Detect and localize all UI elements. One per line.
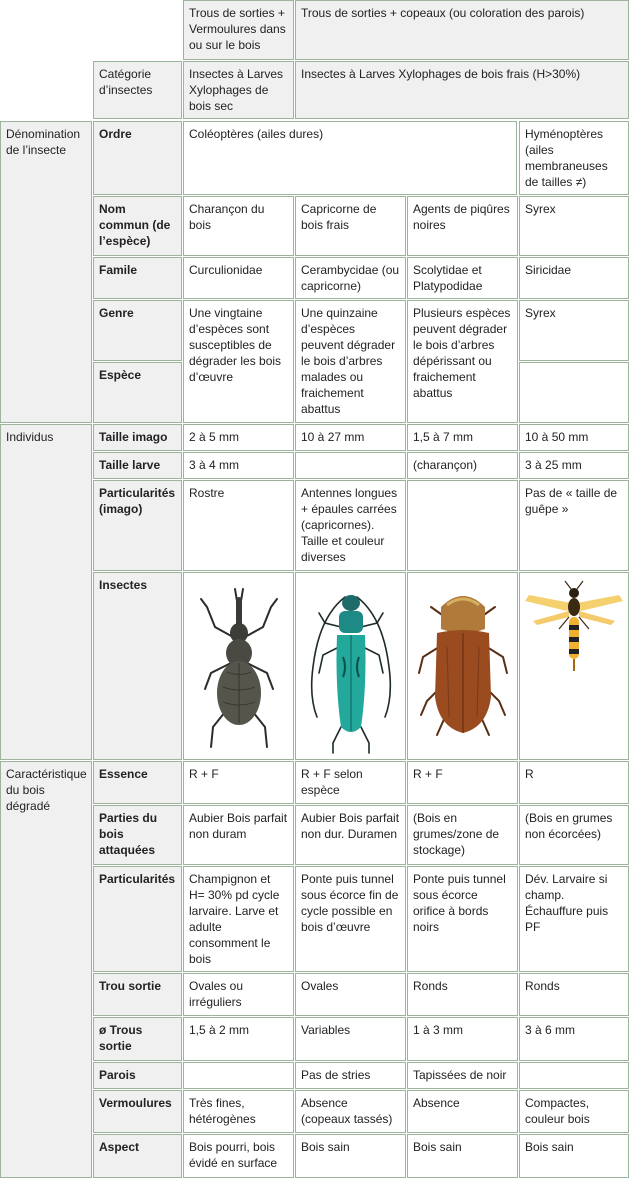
vermoulures-c3: Absence [407, 1090, 518, 1133]
vermoulures-c2: Absence (copeaux tassés) [295, 1090, 406, 1133]
parties-c4: (Bois en grumes non écorcées) [519, 805, 629, 865]
insecte-cell-1 [183, 572, 294, 760]
label-espece: Espèce [93, 362, 182, 423]
taille-larve-c4: 3 à 25 mm [519, 452, 629, 479]
ordre-coleopteres: Coléoptères (ailes dures) [183, 121, 517, 195]
wood-wasp-icon [523, 577, 625, 687]
trou-c2: Ovales [295, 973, 406, 1016]
essence-c3: R + F [407, 761, 518, 804]
genre-c4: Syrex [519, 300, 629, 361]
label-nom-commun: Nom commun (de l’espèce) [93, 196, 182, 256]
parties-c1: Aubier Bois parfait non duram [183, 805, 294, 865]
famille-c1: Curculionidae [183, 257, 294, 299]
diam-c1: 1,5 à 2 mm [183, 1017, 294, 1061]
genre-c1: Une vingtaine d’espèces sont susceptibles de dégrader les bois d’œuvre [183, 300, 294, 423]
diam-c3: 1 à 3 mm [407, 1017, 518, 1061]
weevil-icon [187, 577, 291, 757]
header-copeaux: Trous de sorties + copeaux (ou coloration des parois) [295, 0, 629, 60]
taille-imago-c4: 10 à 50 mm [519, 424, 629, 451]
nom-c3: Agents de piqûres noires [407, 196, 518, 256]
partic-imago-c4: Pas de « taille de guêpe » [519, 480, 629, 571]
taille-larve-c2 [295, 452, 406, 479]
insecte-cell-2 [295, 572, 406, 760]
diam-c2: Variables [295, 1017, 406, 1061]
trou-c3: Ronds [407, 973, 518, 1016]
header-vermoulures: Trous de sorties + Vermoulures dans ou sur le bois [183, 0, 294, 60]
label-parties-bois: Parties du bois attaquées [93, 805, 182, 865]
diam-c4: 3 à 6 mm [519, 1017, 629, 1061]
aspect-c1: Bois pourri, bois évidé en surface [183, 1134, 294, 1178]
section-denomination: Dénomination de l’insecte [0, 121, 92, 423]
essence-c2: R + F selon espèce [295, 761, 406, 804]
insecte-cell-3 [407, 572, 518, 760]
famille-c2: Cerambycidae (ou capricorne) [295, 257, 406, 299]
label-categorie: Catégorie d’insectes [93, 61, 182, 119]
parois-c4 [519, 1062, 629, 1089]
vermoulures-c4: Compactes, couleur bois [519, 1090, 629, 1133]
famille-c3: Scolytidae et Platypodidae [407, 257, 518, 299]
longhorn-beetle-icon [299, 577, 403, 757]
partic-bois-c1: Champignon et H= 30% pd cycle larvaire. Larve et adulte consomment le bois [183, 866, 294, 972]
partic-bois-c3: Ponte puis tunnel sous écorce orifice à bords noirs [407, 866, 518, 972]
partic-bois-c4: Dév. Larvaire si champ. Échauffure puis PF [519, 866, 629, 972]
trou-c1: Ovales ou irréguliers [183, 973, 294, 1016]
trou-c4: Ronds [519, 973, 629, 1016]
section-caracteristique: Caractéristique du bois dégradé [0, 761, 92, 1178]
categorie-bois-frais: Insectes à Larves Xylophages de bois frais (H>30%) [295, 61, 629, 119]
espece-c4 [519, 362, 629, 423]
taille-larve-c3: (charançon) [407, 452, 518, 479]
insecte-cell-4 [519, 572, 629, 760]
essence-c1: R + F [183, 761, 294, 804]
taille-imago-c3: 1,5 à 7 mm [407, 424, 518, 451]
partic-imago-c1: Rostre [183, 480, 294, 571]
taille-larve-c1: 3 à 4 mm [183, 452, 294, 479]
genre-c2: Une quinzaine d’espèces peuvent dégrader le bois d’arbres malades ou fraichement abattus [295, 300, 406, 423]
label-ordre: Ordre [93, 121, 182, 195]
parois-c2: Pas de stries [295, 1062, 406, 1089]
label-taille-larve: Taille larve [93, 452, 182, 479]
aspect-c2: Bois sain [295, 1134, 406, 1178]
vermoulures-c1: Très fines, hétérogènes [183, 1090, 294, 1133]
nom-c1: Charançon du bois [183, 196, 294, 256]
label-trou-sortie: Trou sortie [93, 973, 182, 1016]
nom-c2: Capricorne de bois frais [295, 196, 406, 256]
famille-c4: Siricidae [519, 257, 629, 299]
parties-c2: Aubier Bois parfait non dur. Duramen [295, 805, 406, 865]
parois-c1 [183, 1062, 294, 1089]
nom-c4: Syrex [519, 196, 629, 256]
label-taille-imago: Taille imago [93, 424, 182, 451]
label-particularites-imago: Particularités (imago) [93, 480, 182, 571]
label-diametre-trous: ø Trous sortie [93, 1017, 182, 1061]
taille-imago-c2: 10 à 27 mm [295, 424, 406, 451]
parties-c3: (Bois en grumes/zone de stockage) [407, 805, 518, 865]
ordre-hymenopteres: Hyménoptères (ailes membraneuses de tailles ≠) [519, 121, 629, 195]
partic-imago-c2: Antennes longues + épaules carrées (capricornes). Taille et couleur diverses [295, 480, 406, 571]
section-individus: Individus [0, 424, 92, 760]
label-essence: Essence [93, 761, 182, 804]
partic-bois-c2: Ponte puis tunnel sous écorce fin de cycle possible en bois d’œuvre [295, 866, 406, 972]
label-particularites-bois: Particularités [93, 866, 182, 972]
label-vermoulures: Vermoulures [93, 1090, 182, 1133]
essence-c4: R [519, 761, 629, 804]
parois-c3: Tapissées de noir [407, 1062, 518, 1089]
label-insectes: Insectes [93, 572, 182, 760]
label-famille: Famile [93, 257, 182, 299]
aspect-c4: Bois sain [519, 1134, 629, 1178]
bark-beetle-icon [411, 577, 515, 757]
label-genre: Genre [93, 300, 182, 361]
partic-imago-c3 [407, 480, 518, 571]
label-parois: Parois [93, 1062, 182, 1089]
label-aspect: Aspect [93, 1134, 182, 1178]
genre-c3: Plusieurs espèces peuvent dégrader le bois d’arbres dépérissant ou fraichement abattus [407, 300, 518, 423]
categorie-bois-sec: Insectes à Larves Xylophages de bois sec [183, 61, 294, 119]
aspect-c3: Bois sain [407, 1134, 518, 1178]
taille-imago-c1: 2 à 5 mm [183, 424, 294, 451]
